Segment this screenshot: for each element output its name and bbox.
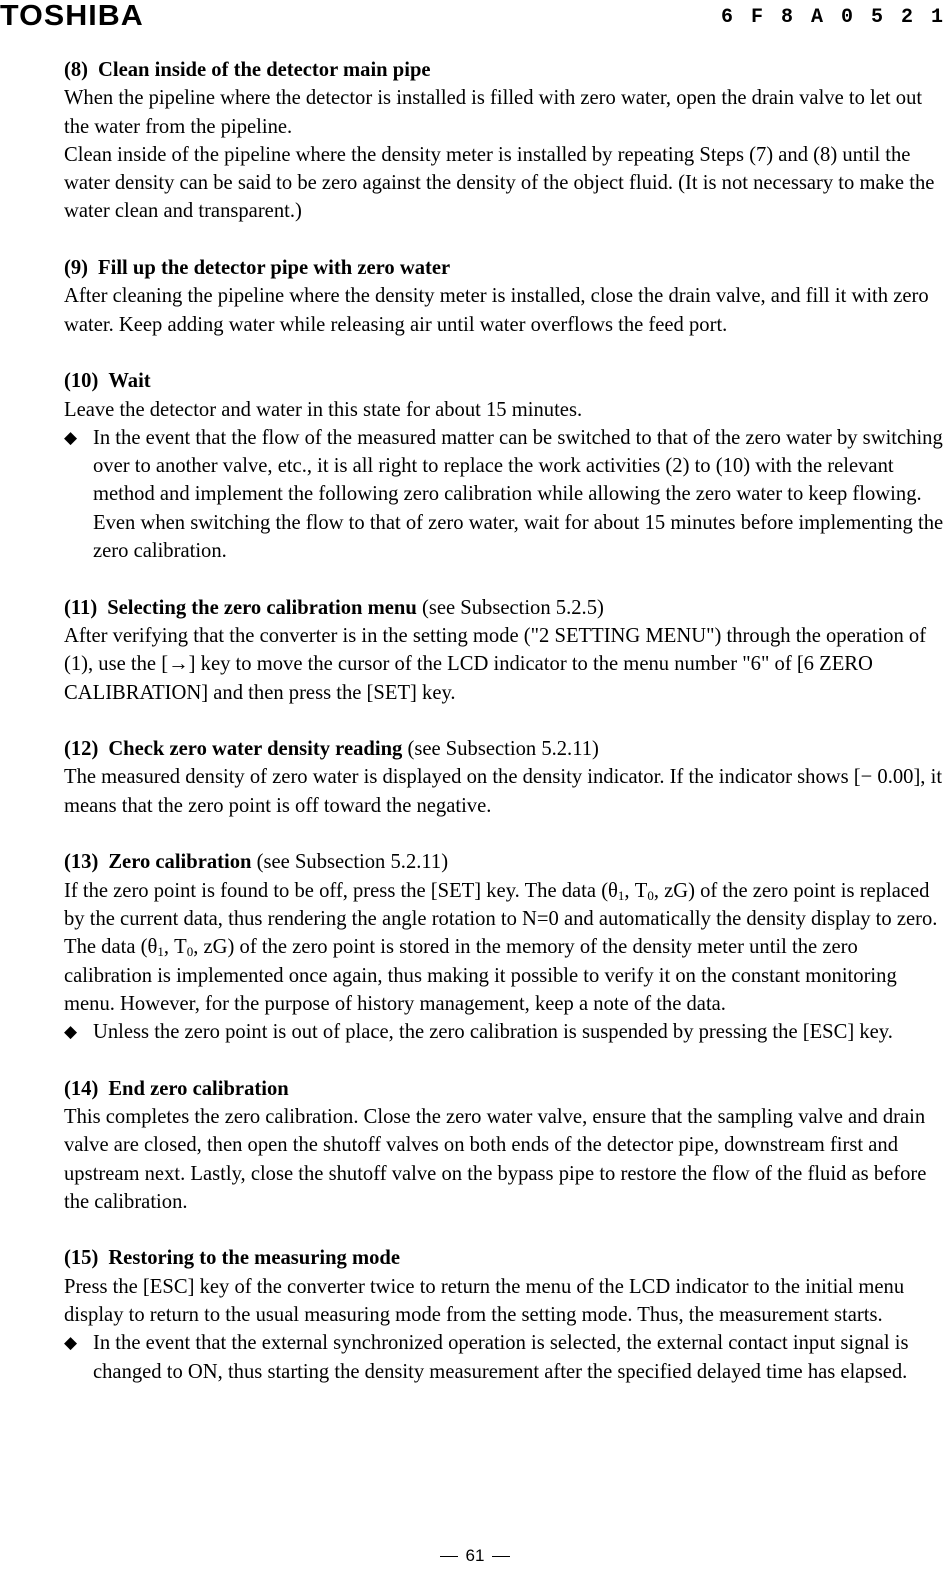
section-heading: (12) Check zero water density reading (see Subsection 5.2.11) <box>64 738 599 761</box>
document-body <box>64 56 948 1414</box>
section-heading: (9) Fill up the detector pipe with zero water <box>64 257 451 280</box>
footer-dash-left <box>440 1556 458 1557</box>
paragraph: Clean inside of the pipeline where the density meter is installed by repeating Steps (7) and (8) until the water density can be said to be zero against the density of the object fluid. (It is not necessary to make the water clean and transparent.) <box>64 143 935 223</box>
page-number: 61 <box>465 1546 485 1565</box>
bullet-note: ◆ In the event that the external synchronized operation is selected, the external contact input signal is changed to ON, thus starting the density measurement after the specified delayed time has elapsed. <box>64 1329 948 1386</box>
section-heading: (10) Wait <box>64 370 151 393</box>
section-heading: (11) Selecting the zero calibration menu (see Subsection 5.2.5) <box>64 596 604 619</box>
paragraph: This completes the zero calibration. Close the zero water valve, ensure that the sampling valve and drain valve are closed, then open the shutoff valves on both ends of the detector pipe, downstream first and upstream next. Lastly, close the shutoff valve on the bypass pipe to restore the flow of the fluid as before the calibration. <box>64 1105 927 1213</box>
paragraph: Leave the detector and water in this state for about 15 minutes. <box>64 398 583 421</box>
section-11 <box>64 594 948 707</box>
section-heading: (8) Clean inside of the detector main pipe <box>64 59 431 81</box>
subsection-reference: (see Subsection 5.2.11) <box>256 851 449 874</box>
diamond-bullet-icon: ◆ <box>64 1022 78 1043</box>
section-15 <box>64 1244 948 1385</box>
section-heading: (14) End zero calibration <box>64 1077 289 1100</box>
paragraph: After verifying that the converter is in the setting mode ("2 SETTING MENU") through the operation of (1), use the [→] key to move the cursor of the LCD indicator to the menu number "6" of [6 ZERO CALIBRATION] and then press the [SET] key. <box>64 624 927 704</box>
paragraph: After cleaning the pipeline where the density meter is installed, close the drain valve, and fill it with zero water. Keep adding water while releasing air until water overflows the feed port. <box>64 285 929 336</box>
paragraph: The measured density of zero water is displayed on the density indicator. If the indicator shows [− 0.00], it means that the zero point is off toward the negative. <box>64 766 943 817</box>
section-14 <box>64 1075 948 1216</box>
section-9 <box>64 254 948 339</box>
subsection-reference: (see Subsection 5.2.11) <box>407 738 599 761</box>
diamond-bullet-icon: ◆ <box>64 427 78 448</box>
section-12 <box>64 735 948 820</box>
paragraph: When the pipeline where the detector is installed is filled with zero water, open the drain valve to let out the water from the pipeline. <box>64 87 923 138</box>
section-heading: (15) Restoring to the measuring mode <box>64 1247 401 1270</box>
page-footer <box>0 1546 950 1566</box>
section-8 <box>64 56 948 226</box>
footer-dash-right <box>492 1556 510 1557</box>
toshiba-logo: TOSHIBA <box>0 0 144 32</box>
document-number: 6 F 8 A 0 5 2 1 <box>720 6 946 29</box>
subsection-reference: (see Subsection 5.2.5) <box>421 596 604 619</box>
paragraph: Press the [ESC] key of the converter twice to return the menu of the LCD indicator to the initial menu display to return to the usual measuring mode from the setting mode. Thus, the measurement starts. <box>64 1275 905 1327</box>
section-13 <box>64 848 948 1046</box>
diamond-bullet-icon: ◆ <box>64 1333 78 1354</box>
paragraph: If the zero point is found to be off, press the [SET] key. The data ($\theta_1$, $T_0$, zG) of the zero point is replaced by the current data, thus rendering the angle rotation to N=0 and automatically the density display to zero. The data ($\theta_1$, $T_0$, zG) of the zero point is stored in the memory of the density meter until the zero calibration is implemented once again, thus making it possible to verify it on the constant monitoring menu. However, for the purpose of history management, keep a note of the data. <box>64 879 938 1015</box>
section-heading: (13) Zero calibration (see Subsection 5.2.11) <box>64 851 449 874</box>
bullet-note: ◆ Unless the zero point is out of place, the zero calibration is suspended by pressing the [ESC] key. <box>64 1018 948 1046</box>
bullet-note: ◆ In the event that the flow of the measured matter can be switched to that of the zero water by switching over to another valve, etc., it is all right to replace the work activities (2) to (10) with the relevant method and implement the following zero calibration while allowing the zero water to keep flowing. Even when switching the flow to that of zero water, wait for about 15 minutes before implementing the zero calibration. <box>64 424 948 565</box>
section-10 <box>64 367 948 565</box>
